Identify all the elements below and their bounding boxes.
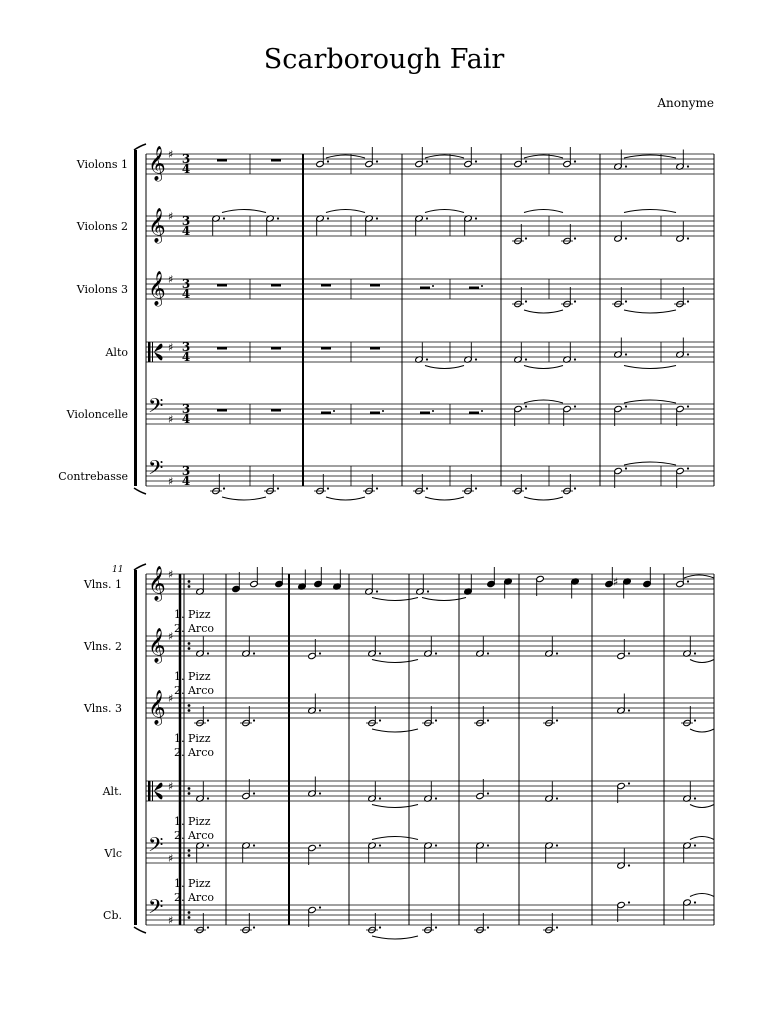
sharp-icon: ♯ [168,475,174,488]
dot [525,405,527,407]
treble-clef-icon: 𝄞 [148,146,166,181]
dot [556,719,558,721]
dot [525,237,527,239]
repeat-dot [188,792,191,795]
sharp-icon: ♯ [613,575,619,589]
time-signature-bottom: 4 [181,350,191,364]
rest-icon [469,287,479,290]
dot [574,487,576,489]
rest-icon [271,347,281,350]
alto-clef-icon [148,781,151,801]
tie [524,310,563,313]
dot [435,652,437,654]
dot [376,217,378,219]
tie [690,894,714,897]
rest-icon [271,159,281,162]
dot [625,353,627,355]
dot [319,652,321,654]
dot [319,844,321,846]
dot [625,467,627,469]
tie [524,497,563,500]
arco-marking: 2. Arco [174,891,214,904]
dot [435,797,437,799]
dot [628,652,630,654]
dot [625,405,627,407]
instrument-label: Vlc [104,847,122,860]
alto-clef-icon [148,342,151,362]
dot [687,580,689,582]
dot [628,901,630,903]
tie [624,400,676,403]
treble-clef-icon: 𝄞 [148,566,166,601]
sharp-icon: ♯ [168,568,174,581]
sharp-icon: ♯ [168,210,174,223]
tie [690,837,714,840]
dot [277,217,279,219]
dot [487,844,489,846]
dot [687,165,689,167]
sharp-icon: ♯ [168,341,174,354]
dot [319,709,321,711]
dot [625,165,627,167]
system-1 [58,144,714,500]
repeat-dot [188,647,191,650]
instrument-label: Alto [105,346,128,359]
instrument-label: Vlns. 1 [83,578,122,591]
rest-icon [420,412,430,415]
time-signature-top: 3 [181,464,191,478]
dot [525,160,527,162]
dot [427,590,429,592]
tie [624,366,676,369]
tie [222,497,266,500]
dot [379,652,381,654]
arco-marking: 2. Arco [174,829,214,842]
treble-clef-icon: 𝄞 [148,271,166,306]
sharp-icon: ♯ [168,630,174,643]
rest-icon [271,409,281,412]
dot [687,300,689,302]
instrument-label: Violons 2 [76,220,128,233]
tie [326,155,365,158]
dot [525,300,527,302]
dot [253,719,255,721]
repeat-dot [188,916,191,919]
dot [694,797,696,799]
time-signature-bottom: 4 [181,412,191,426]
dot [694,719,696,721]
dot [207,844,209,846]
dot [574,300,576,302]
dot [687,467,689,469]
instrument-label: Vlns. 3 [83,702,122,715]
tie [425,497,464,500]
dot [574,160,576,162]
arco-marking: 2. Arco [174,622,214,635]
dot [376,590,378,592]
instrument-label: Violons 1 [76,158,128,171]
rest-icon [217,284,227,287]
rest-icon [370,347,380,350]
tie [524,366,563,369]
bass-clef-icon: 𝄢 [148,456,164,484]
repeat-dot [188,911,191,914]
dot [327,160,329,162]
dot [525,358,527,360]
arco-marking: 2. Arco [174,746,214,759]
dot [687,353,689,355]
time-signature-top: 3 [181,340,191,354]
tie [690,660,714,663]
repeat-dot [188,580,191,583]
dot [376,487,378,489]
dot [628,864,630,866]
dot [625,300,627,302]
dot [277,487,279,489]
dot [574,358,576,360]
treble-clef-icon: 𝄞 [148,690,166,725]
instrument-label: Vlns. 2 [83,640,122,653]
sharp-icon: ♯ [168,914,174,927]
tie [222,210,266,213]
time-signature-top: 3 [181,152,191,166]
dot [628,782,630,784]
system-bracket [134,570,137,925]
dot [327,487,329,489]
system-bracket [134,150,137,486]
repeat-dot [188,854,191,857]
dot [556,926,558,928]
score-title: Scarborough Fair [263,44,505,75]
rest-icon [217,409,227,412]
dot [525,487,527,489]
time-signature-bottom: 4 [181,224,191,238]
time-signature-top: 3 [181,214,191,228]
pizz-marking: 1. Pizz [174,670,211,683]
dot [207,652,209,654]
pizz-marking: 1. Pizz [174,815,211,828]
dot [435,719,437,721]
instrument-label: Violoncelle [66,408,128,421]
time-signature-top: 3 [181,277,191,291]
sharp-icon: ♯ [168,692,174,705]
tie [524,210,563,213]
dot [426,160,428,162]
rest-icon [469,412,479,415]
sharp-icon: ♯ [168,852,174,865]
pizz-marking: 1. Pizz [174,608,211,621]
dot [426,487,428,489]
rest-icon [321,284,331,287]
dot [487,652,489,654]
rest-icon [321,412,331,415]
pizz-marking: 1. Pizz [174,877,211,890]
rest-icon [370,412,380,415]
tie [624,310,676,313]
dot [475,358,477,360]
dot [327,217,329,219]
dot [694,901,696,903]
dot [475,487,477,489]
dot [223,217,225,219]
sharp-icon: ♯ [168,273,174,286]
tie [624,462,676,465]
dot [687,237,689,239]
instrument-label: Violons 3 [76,283,128,296]
dot [625,237,627,239]
dot [694,652,696,654]
repeat-dot [188,849,191,852]
tie [524,400,563,403]
tie [690,805,714,808]
dot [376,160,378,162]
dot [207,926,209,928]
sharp-icon: ♯ [168,413,174,426]
dot [319,792,321,794]
bass-clef-icon: 𝄢 [148,895,164,923]
dot [379,844,381,846]
repeat-dot [188,642,191,645]
rest-icon [271,284,281,287]
tie [372,837,418,840]
tie [372,598,418,601]
dot [253,926,255,928]
dot [556,797,558,799]
dot [487,792,489,794]
system-2 [83,564,714,939]
tie [425,366,464,369]
dot [379,719,381,721]
dot [435,926,437,928]
dot [379,926,381,928]
repeat-dot [188,585,191,588]
dot [379,797,381,799]
tie [524,155,563,158]
pizz-marking: 1. Pizz [174,732,211,745]
dot [435,844,437,846]
treble-clef-icon: 𝄞 [148,628,166,663]
dot [475,160,477,162]
instrument-label: Cb. [103,909,122,922]
tie [425,155,464,158]
dot [253,652,255,654]
dot [574,237,576,239]
instrument-label: Alt. [102,785,122,798]
tie [372,936,418,939]
rest-icon [321,347,331,350]
sharp-icon: ♯ [168,148,174,161]
dot [426,217,428,219]
tie [326,210,365,213]
rest-icon [217,347,227,350]
repeat-dot [188,704,191,707]
tie [690,729,714,732]
rest-icon [370,284,380,287]
dot [628,709,630,711]
dot [574,405,576,407]
tie [425,210,464,213]
measure-number: 11 [112,565,124,575]
dot [687,405,689,407]
rest-icon [217,159,227,162]
dot [253,792,255,794]
dot [556,844,558,846]
dot [223,487,225,489]
dot [207,719,209,721]
time-signature-bottom: 4 [181,287,191,301]
dot [556,652,558,654]
tie [624,210,676,213]
dot [319,906,321,908]
dot [475,217,477,219]
bass-clef-icon: 𝄢 [148,833,164,861]
instrument-label: Contrebasse [58,470,128,483]
sharp-icon: ♯ [168,780,174,793]
dot [207,797,209,799]
dot [487,719,489,721]
tie [372,660,418,663]
dot [694,844,696,846]
tie [372,729,418,732]
tie [372,805,418,808]
dot [253,844,255,846]
repeat-dot [188,709,191,712]
time-signature-bottom: 4 [181,162,191,176]
time-signature-bottom: 4 [181,474,191,488]
tie [326,497,365,500]
arco-marking: 2. Arco [174,684,214,697]
bass-clef-icon: 𝄢 [148,394,164,422]
tie [624,155,676,158]
tie [684,575,714,578]
repeat-dot [188,787,191,790]
rest-icon [420,287,430,290]
treble-clef-icon: 𝄞 [148,208,166,243]
time-signature-top: 3 [181,402,191,416]
dot [426,358,428,360]
composer-name: Anonyme [657,96,714,110]
dot [487,926,489,928]
